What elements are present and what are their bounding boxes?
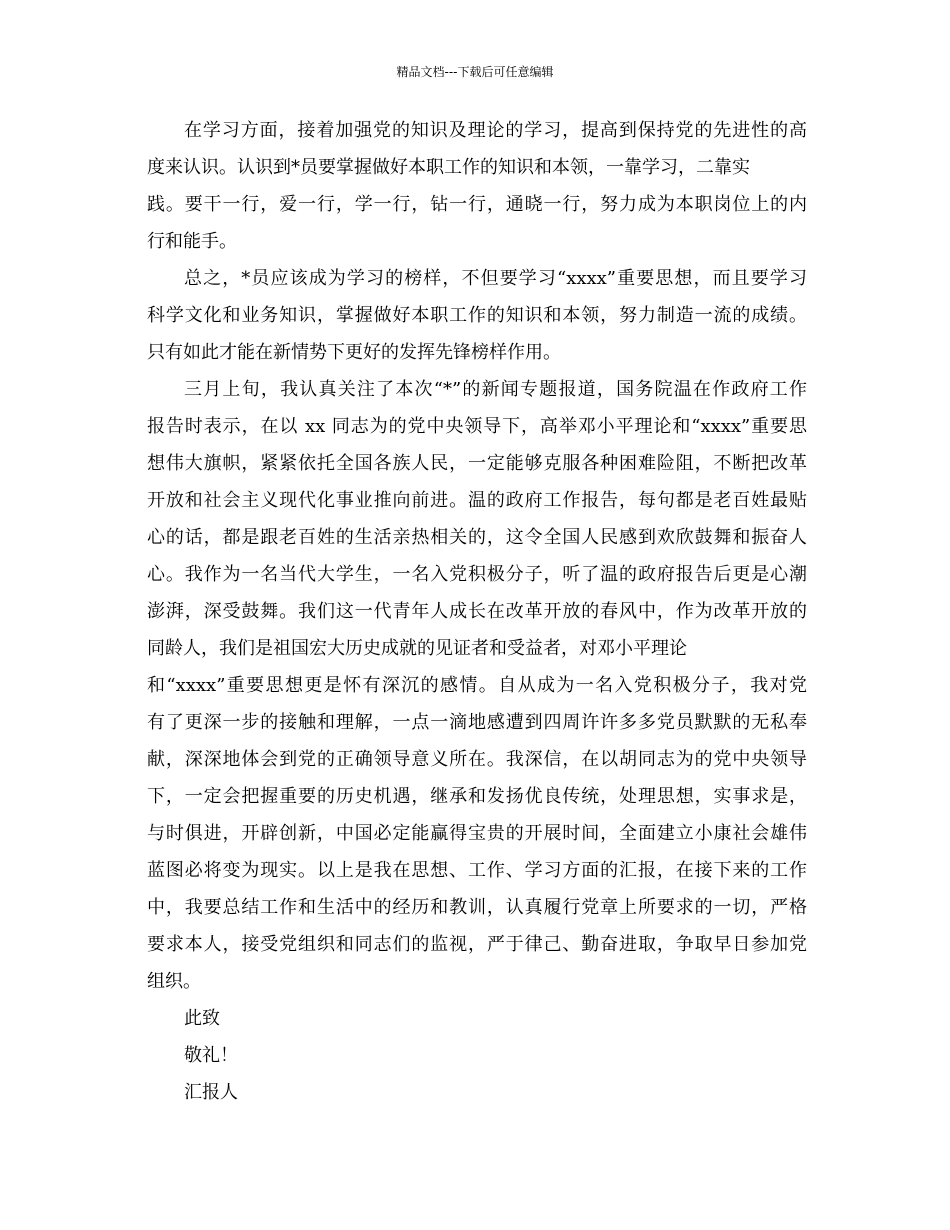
text-line: 开放和社会主义现代化事业推向前进。温的政府工作报告，每句都是老百姓最贴	[147, 490, 807, 511]
text-line: 要求本人，接受党组织和同志们的监视，严于律己、勤奋进取，争取早日参加党	[147, 934, 807, 955]
text-line: 报告时表示，在以 xx 同志为的党中央领导下，高举邓小平理论和“xxxx”重要思	[147, 416, 807, 437]
text-line: 中，我要总结工作和生活中的经历和教训，认真履行党章上所要求的一切，严格	[147, 897, 807, 918]
text-line: 澎湃，深受鼓舞。我们这一代青年人成长在改革开放的春风中，作为改革开放的	[147, 601, 807, 622]
text-line: 度来认识。认识到*员要掌握做好本职工作的知识和本领，一靠学习，二靠实	[147, 157, 750, 178]
text-line: 同龄人，我们是祖国宏大历史成就的见证者和受益者，对邓小平理论	[147, 638, 687, 659]
text-line: 践。要干一行，爱一行，学一行，钻一行，通晓一行，努力成为本职岗位上的内	[147, 194, 807, 215]
text-line: 此致	[184, 1008, 220, 1029]
text-line: 总之，*员应该成为学习的榜样，不但要学习“xxxx”重要思想，而且要学习	[184, 268, 807, 289]
text-line: 只有如此才能在新情势下更好的发挥先锋榜样作用。	[147, 342, 561, 363]
text-line: 心的话，都是跟老百姓的生活亲热相关的，这令全国人民感到欢欣鼓舞和振奋人	[147, 527, 807, 548]
text-line: 有了更深一步的接触和理解，一点一滴地感遭到四周许许多多党员默默的无私奉	[147, 712, 807, 733]
text-line: 献，深深地体会到党的正确领导意义所在。我深信，在以胡同志为的党中央领导	[147, 749, 807, 770]
text-line: 心。我作为一名当代大学生，一名入党积极分子，听了温的政府报告后更是心潮	[147, 564, 807, 585]
text-line: 敬礼！	[184, 1045, 238, 1066]
page-header: 精品文档---下载后可任意编辑	[396, 65, 554, 79]
text-line: 行和能手。	[147, 231, 237, 252]
text-line: 组织。	[147, 971, 201, 992]
text-line: 和“xxxx”重要思想更是怀有深沉的感情。自从成为一名入党积极分子，我对党	[147, 675, 807, 696]
text-line: 汇报人	[184, 1082, 238, 1103]
text-line: 与时俱进，开辟创新，中国必定能赢得宝贵的开展时间，全面建立小康社会雄伟	[147, 823, 807, 844]
text-line: 科学文化和业务知识，掌握做好本职工作的知识和本领，努力制造一流的成绩。	[147, 305, 807, 326]
text-line: 在学习方面，接着加强党的知识及理论的学习，提高到保持党的先进性的高	[184, 120, 807, 141]
document-body	[147, 112, 807, 1111]
text-line: 想伟大旗帜，紧紧依托全国各族人民，一定能够克服各种困难险阻，不断把改革	[147, 453, 807, 474]
text-line: 下，一定会把握重要的历史机遇，继承和发扬优良传统，处理思想，实事求是，	[147, 786, 807, 807]
text-line: 三月上旬，我认真关注了本次“*”的新闻专题报道，国务院温在作政府工作	[184, 379, 807, 400]
text-line: 蓝图必将变为现实。以上是我在思想、工作、学习方面的汇报，在接下来的工作	[147, 860, 807, 881]
